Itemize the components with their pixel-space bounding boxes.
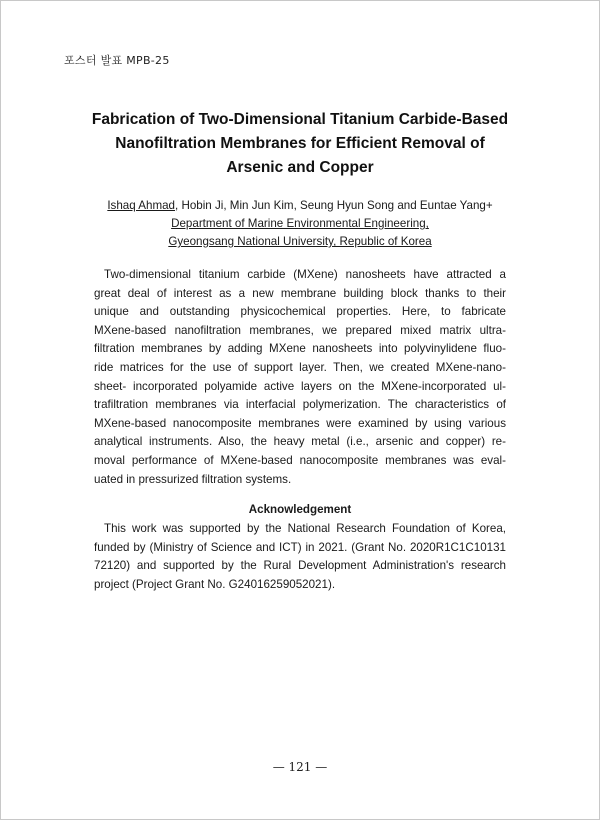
co-authors: , Hobin Ji, Min Jun Kim, Seung Hyun Song and Euntae Yang+: [175, 199, 493, 212]
acknowledgement-heading: Acknowledgement: [248, 503, 352, 516]
abstract-line: filtration membranes by adding MXene nanosheets into polyvinylidene fluo-: [94, 342, 506, 356]
session-label: 포스터 발표 MPB-25: [64, 54, 170, 67]
author-list: [70, 197, 530, 215]
abstract-line: trafiltration membranes via interfacial polymerization. The characteristics of: [94, 398, 506, 412]
abstract-line: ride matrices for the use of support layer. Then, we created MXene-nano-: [94, 360, 506, 374]
title-line: Nanofiltration Membranes for Efficient Removal of: [115, 135, 485, 152]
paper-title: [70, 108, 530, 180]
acknowledgement-line: 72120) and supported by the Rural Development Administration's research: [94, 559, 506, 573]
abstract-line: analytical instruments. Also, the heavy metal (i.e., arsenic and copper) re-: [94, 435, 506, 449]
acknowledgement-body: [94, 520, 506, 594]
acknowledgement-line: This work was supported by the National Research Foundation of Korea,: [104, 522, 506, 535]
abstract-line: great deal of interest as a new membrane building block thanks to their: [94, 286, 506, 300]
acknowledgement-line: funded by (Ministry of Science and ICT) in 2021. (Grant No. 2020R1C1C10131: [94, 540, 506, 554]
abstract-line: moval performance of MXene-based nanocomposite membranes was eval-: [94, 453, 506, 467]
abstract-body: [94, 266, 506, 489]
abstract-line: Two-dimensional titanium carbide (MXene) nanosheets have attracted a: [104, 268, 506, 281]
affiliation-line: Gyeongsang National University, Republic of Korea: [168, 235, 432, 248]
presenting-author: Ishaq Ahmad: [107, 199, 176, 212]
page-number: — 121 —: [272, 760, 328, 774]
abstract-line: unique and outstanding physicochemical properties. Here, to fabricate: [94, 305, 506, 319]
title-line: Arsenic and Copper: [226, 159, 374, 176]
abstract-line: uated in pressurized filtration systems.: [94, 472, 292, 486]
author-block: [70, 197, 530, 251]
title-line: Fabrication of Two-Dimensional Titanium Carbide-Based: [91, 111, 509, 128]
acknowledgement-line: project (Project Grant No. G24016259052021).: [94, 577, 336, 591]
abstract-line: MXene-based nanocomposite membranes were examined by using various: [94, 416, 506, 430]
abstract-line: MXene-based nanofiltration membranes, we prepared mixed matrix ultra-: [94, 323, 506, 337]
abstract-line: sheet- incorporated polyamide active layers on the MXene-incorporated ul-: [94, 379, 506, 393]
affiliation-line: Department of Marine Environmental Engineering,: [171, 217, 429, 230]
